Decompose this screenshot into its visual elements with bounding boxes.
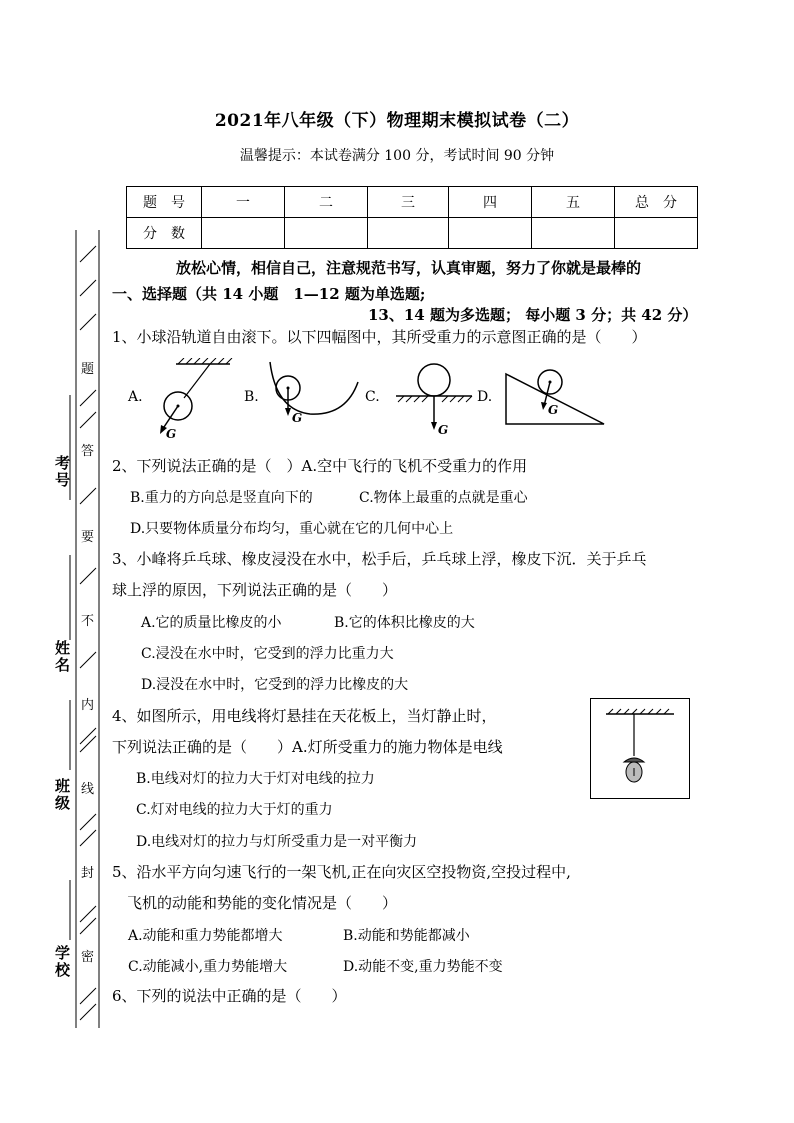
- q4-option-c: C.灯对电线的拉力大于灯的重力: [136, 802, 333, 818]
- q2-option-b: B.重力的方向总是竖直向下的: [130, 490, 313, 506]
- exam-tip: 温馨提示：本试卷满分 100 分，考试时间 90 分钟: [239, 148, 555, 164]
- table-header-cell: 一: [202, 187, 285, 218]
- q4-lamp-figure: [590, 698, 690, 799]
- question-4-stem-line1: 4、如图所示，用电线将灯悬挂在天花板上，当灯静止时，: [112, 707, 497, 725]
- q4-option-d: D.电线对灯的拉力与灯所受重力是一对平衡力: [136, 834, 418, 850]
- q5-option-d: D.动能不变,重力势能不变: [343, 959, 503, 975]
- table-header-cell: 总 分: [615, 187, 698, 218]
- q1-figure-b: [266, 360, 362, 438]
- table-header-cell: 题 号: [127, 187, 202, 218]
- q1-option-c-label: C.: [365, 389, 380, 405]
- q3-option-c: C.浸没在水中时，它受到的浮力比重力大: [141, 646, 394, 662]
- exam-number-label: 考号: [53, 455, 71, 489]
- q2-option-d: D.只要物体质量分布均匀，重心就在它的几何中心上: [130, 521, 454, 537]
- q1-figure-d: [502, 362, 608, 430]
- question-6-stem: 6、下列的说法中正确的是（ ）: [112, 987, 347, 1005]
- seal-char: 密: [81, 950, 95, 965]
- q3-option-b: B.它的体积比橡皮的大: [334, 615, 475, 631]
- seal-char: 封: [81, 866, 95, 881]
- q2-option-c: C.物体上最重的点就是重心: [359, 490, 528, 506]
- score-cell[interactable]: [532, 218, 615, 249]
- seal-char: 答: [81, 444, 95, 459]
- q1-figure-c: [392, 356, 476, 440]
- class-label: 班级: [53, 778, 71, 812]
- seal-char: 不: [81, 614, 95, 629]
- q1-g-label-d: G: [548, 403, 559, 417]
- table-header-cell: 四: [449, 187, 532, 218]
- q5-option-b: B.动能和势能都减小: [343, 928, 470, 944]
- q1-g-label-a: G: [166, 427, 177, 440]
- question-5-stem-line1: 5、沿水平方向匀速飞行的一架飞机,正在向灾区空投物资,空投过程中,: [112, 863, 571, 881]
- q5-option-c: C.动能减小,重力势能增大: [128, 959, 288, 975]
- name-label: 姓名: [53, 640, 71, 674]
- question-2-stem: 2、下列说法正确的是（ ）A.空中飞行的飞机不受重力的作用: [112, 457, 528, 475]
- q5-option-a: A.动能和重力势能都增大: [128, 928, 283, 944]
- score-cell[interactable]: [285, 218, 368, 249]
- q1-option-a-label: A.: [128, 389, 143, 405]
- q1-g-label-c: G: [438, 423, 449, 437]
- seal-char: 线: [81, 782, 95, 797]
- q3-option-d: D.浸没在水中时，它受到的浮力比橡皮的大: [141, 677, 409, 693]
- seal-char: 要: [81, 530, 95, 545]
- q1-figure-a: [148, 358, 236, 440]
- section-heading: 一、选择题（共 14 小题 1—12 题为单选题;: [112, 285, 426, 303]
- motto: 放松心情，相信自己，注意规范书写，认真审题，努力了你就是最棒的: [176, 259, 642, 277]
- q1-option-d-label: D.: [477, 389, 493, 405]
- question-3-stem-line2: 球上浮的原因，下列说法正确的是（ ）: [112, 581, 398, 599]
- score-row-label: 分 数: [127, 218, 202, 249]
- q4-option-b: B.电线对灯的拉力大于灯对电线的拉力: [136, 771, 375, 787]
- q1-g-label-b: G: [292, 411, 303, 425]
- score-cell[interactable]: [202, 218, 285, 249]
- question-1-stem: 1、小球沿轨道自由滚下。以下四幅图中，其所受重力的示意图正确的是（ ）: [112, 328, 647, 346]
- table-row: [127, 218, 698, 249]
- table-header-cell: 五: [532, 187, 615, 218]
- school-label: 学校: [53, 945, 71, 979]
- section-heading-cont: 13、14 题为多选题； 每小题 3 分；共 42 分）: [368, 306, 698, 324]
- seal-char: 内: [81, 698, 95, 713]
- seal-char: 题: [81, 362, 95, 377]
- question-4-stem-line2: 下列说法正确的是（ ）A.灯所受重力的施力物体是电线: [112, 738, 503, 756]
- question-3-stem-line1: 3、小峰将乒乓球、橡皮浸没在水中，松手后，乒乓球上浮，橡皮下沉．关于乒乓: [112, 550, 647, 568]
- table-row: [127, 187, 698, 218]
- score-cell[interactable]: [615, 218, 698, 249]
- score-cell[interactable]: [449, 218, 532, 249]
- q3-option-a: A.它的质量比橡皮的小: [141, 615, 282, 631]
- score-cell[interactable]: [368, 218, 449, 249]
- q1-option-b-label: B.: [244, 389, 259, 405]
- table-header-cell: 三: [368, 187, 449, 218]
- page-title: 2021年八年级（下）物理期末模拟试卷（二）: [214, 111, 580, 131]
- score-table: [126, 186, 698, 249]
- question-5-stem-line2: 飞机的动能和势能的变化情况是（ ）: [127, 894, 398, 912]
- table-header-cell: 二: [285, 187, 368, 218]
